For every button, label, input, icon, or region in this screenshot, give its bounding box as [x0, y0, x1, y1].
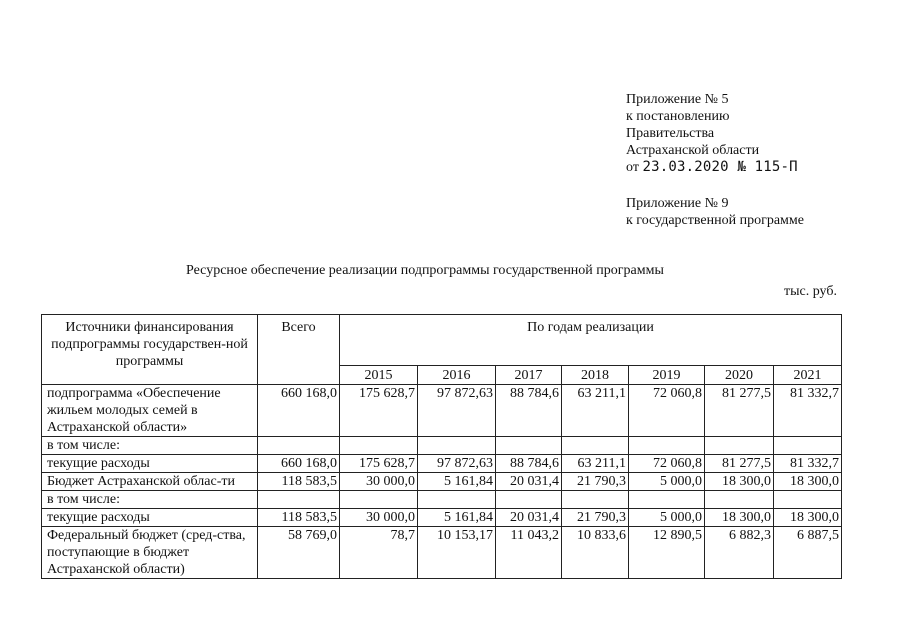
source-cell: Бюджет Астраханской облас-ти: [42, 473, 258, 491]
total-cell: 660 168,0: [258, 385, 340, 437]
value-cell: 5 000,0: [629, 473, 705, 491]
header-source: Источники финансирования подпрограммы государствен-ной программы: [42, 315, 258, 385]
value-cell: [496, 491, 562, 509]
value-cell: 11 043,2: [496, 527, 562, 579]
value-cell: [705, 437, 774, 455]
value-cell: 78,7: [340, 527, 418, 579]
total-cell: 58 769,0: [258, 527, 340, 579]
value-cell: [340, 491, 418, 509]
appendix-9-block: [626, 195, 896, 229]
total-cell: 118 583,5: [258, 473, 340, 491]
value-cell: 6 882,3: [705, 527, 774, 579]
value-cell: 20 031,4: [496, 509, 562, 527]
table-row: [42, 491, 842, 509]
value-cell: 88 784,6: [496, 455, 562, 473]
value-cell: [774, 437, 842, 455]
value-cell: [774, 491, 842, 509]
source-cell: текущие расходы: [42, 455, 258, 473]
table-row: [42, 509, 842, 527]
source-cell: подпрограмма «Обеспечение жильем молодых семей в Астраханской области»: [42, 385, 258, 437]
value-cell: 175 628,7: [340, 455, 418, 473]
source-cell: Федеральный бюджет (сред-ства, поступающие в бюджет Астраханской области): [42, 527, 258, 579]
table-row: [42, 473, 842, 491]
appendix-5-line4: Астраханской области: [626, 143, 760, 158]
value-cell: [340, 437, 418, 455]
value-cell: 81 277,5: [705, 455, 774, 473]
year-cell: 2021: [774, 366, 842, 385]
value-cell: [629, 437, 705, 455]
value-cell: 175 628,7: [340, 385, 418, 437]
year-cell: 2016: [418, 366, 496, 385]
header-years: По годам реализации: [340, 315, 842, 366]
value-cell: 72 060,8: [629, 385, 705, 437]
year-cell: 2017: [496, 366, 562, 385]
source-cell: в том числе:: [42, 437, 258, 455]
value-cell: 63 211,1: [562, 385, 629, 437]
source-cell: текущие расходы: [42, 509, 258, 527]
appendix-5-line3: Правительства: [626, 126, 715, 141]
value-cell: 97 872,63: [418, 385, 496, 437]
value-cell: 72 060,8: [629, 455, 705, 473]
value-cell: [562, 437, 629, 455]
appendix-5-block: [626, 91, 896, 176]
value-cell: 88 784,6: [496, 385, 562, 437]
units-label: тыс. руб.: [784, 284, 837, 299]
value-cell: 10 153,17: [418, 527, 496, 579]
value-cell: [418, 437, 496, 455]
value-cell: 6 887,5: [774, 527, 842, 579]
value-cell: 30 000,0: [340, 473, 418, 491]
value-cell: 18 300,0: [705, 509, 774, 527]
appendix-5-line1: Приложение № 5: [626, 92, 729, 107]
total-cell: [258, 437, 340, 455]
value-cell: 81 332,7: [774, 455, 842, 473]
value-cell: [496, 437, 562, 455]
appendix-5-line2: к постановлению: [626, 109, 730, 124]
appendix-9-line1: Приложение № 9: [626, 196, 729, 211]
handwritten-date: 23.03.2020 № 115-П: [642, 159, 798, 175]
value-cell: [418, 491, 496, 509]
total-cell: 660 168,0: [258, 455, 340, 473]
table-row: [42, 455, 842, 473]
value-cell: 10 833,6: [562, 527, 629, 579]
value-cell: 81 332,7: [774, 385, 842, 437]
value-cell: 81 277,5: [705, 385, 774, 437]
value-cell: 97 872,63: [418, 455, 496, 473]
resource-table: [41, 314, 842, 579]
date-prefix: от: [626, 160, 639, 175]
appendix-5-date-line: [626, 159, 896, 176]
year-cell: 2020: [705, 366, 774, 385]
header-total: Всего: [258, 315, 340, 385]
year-cell: 2018: [562, 366, 629, 385]
value-cell: 18 300,0: [774, 473, 842, 491]
value-cell: [629, 491, 705, 509]
value-cell: 5 161,84: [418, 473, 496, 491]
year-cell: 2019: [629, 366, 705, 385]
document-title: Ресурсное обеспечение реализации подпрограммы государственной программы: [186, 263, 664, 278]
value-cell: 20 031,4: [496, 473, 562, 491]
table-row: [42, 385, 842, 437]
table-row: [42, 437, 842, 455]
table-row: [42, 527, 842, 579]
value-cell: 18 300,0: [705, 473, 774, 491]
header-row: [42, 315, 842, 366]
value-cell: 5 000,0: [629, 509, 705, 527]
year-cell: 2015: [340, 366, 418, 385]
value-cell: 18 300,0: [774, 509, 842, 527]
value-cell: [705, 491, 774, 509]
value-cell: 5 161,84: [418, 509, 496, 527]
value-cell: 21 790,3: [562, 509, 629, 527]
total-cell: [258, 491, 340, 509]
value-cell: 63 211,1: [562, 455, 629, 473]
appendix-9-line2: к государственной программе: [626, 213, 804, 228]
total-cell: 118 583,5: [258, 509, 340, 527]
value-cell: 21 790,3: [562, 473, 629, 491]
value-cell: [562, 491, 629, 509]
value-cell: 30 000,0: [340, 509, 418, 527]
value-cell: 12 890,5: [629, 527, 705, 579]
source-cell: в том числе:: [42, 491, 258, 509]
